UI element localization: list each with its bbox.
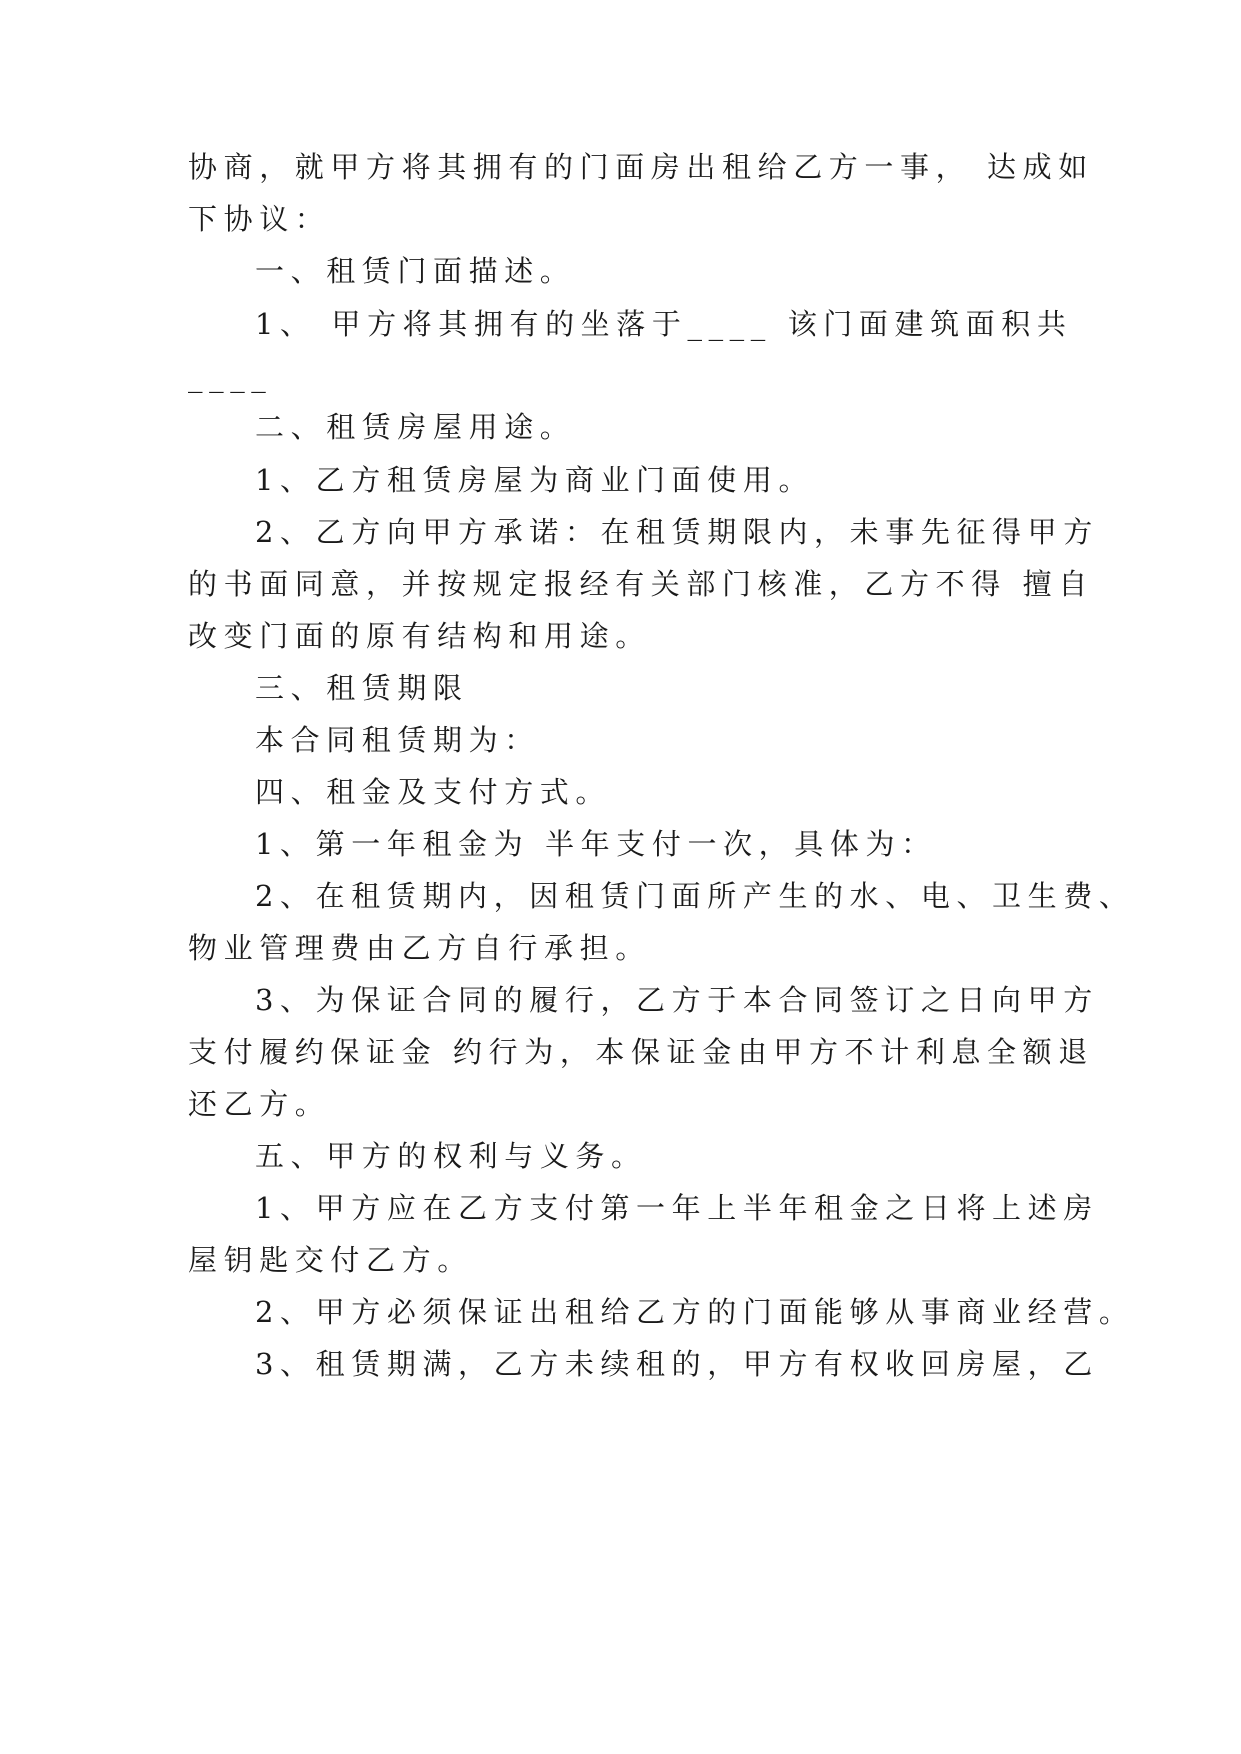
text-line: 改变门面的原有结构和用途。 [188,619,651,653]
section-heading: 一、租赁门面描述。 [255,254,576,288]
section-heading: 五、甲方的权利与义务。 [255,1139,647,1173]
text-line: 支付履约保证金 约行为，本保证金由甲方不计利息全额退 [188,1035,1094,1069]
section-heading: 二、租赁房屋用途。 [255,410,576,444]
text-line: 本合同租赁期为： [255,723,540,757]
text-line: 3、租赁期满，乙方未续租的，甲方有权收回房屋，乙 [255,1347,1099,1381]
text-line: 1、乙方租赁房屋为商业门面使用。 [255,463,815,497]
text-line: 还乙方。 [188,1087,331,1121]
section-heading: 四、租金及支付方式。 [255,775,612,809]
text-line: 2、在租赁期内，因租赁门面所产生的水、电、卫生费、 [255,879,1135,913]
text-line: 的书面同意，并按规定报经有关部门核准，乙方不得 擅自 [188,567,1094,601]
section-heading: 三、租赁期限 [255,671,469,705]
text-line: 协商，就甲方将其拥有的门面房出租给乙方一事， 达成如 [188,150,1094,184]
text-line: 屋钥匙交付乙方。 [188,1243,473,1277]
text-line: 下协议： [188,202,331,236]
text-line: 3、为保证合同的履行，乙方于本合同签订之日向甲方 [255,983,1099,1017]
blank-line: ____ [188,359,273,393]
text-line: 2、甲方必须保证出租给乙方的门面能够从事商业经营。 [255,1295,1135,1329]
text-line: 1、甲方应在乙方支付第一年上半年租金之日将上述房 [255,1191,1099,1225]
text-line: 1、第一年租金为 半年支付一次，具体为： [255,827,937,861]
text-line: 2、乙方向甲方承诺：在租赁期限内，未事先征得甲方 [255,515,1099,549]
text-line: 物业管理费由乙方自行承担。 [188,931,651,965]
text-line: 1、 甲方将其拥有的坐落于____ 该门面建筑面积共 [255,307,1073,341]
